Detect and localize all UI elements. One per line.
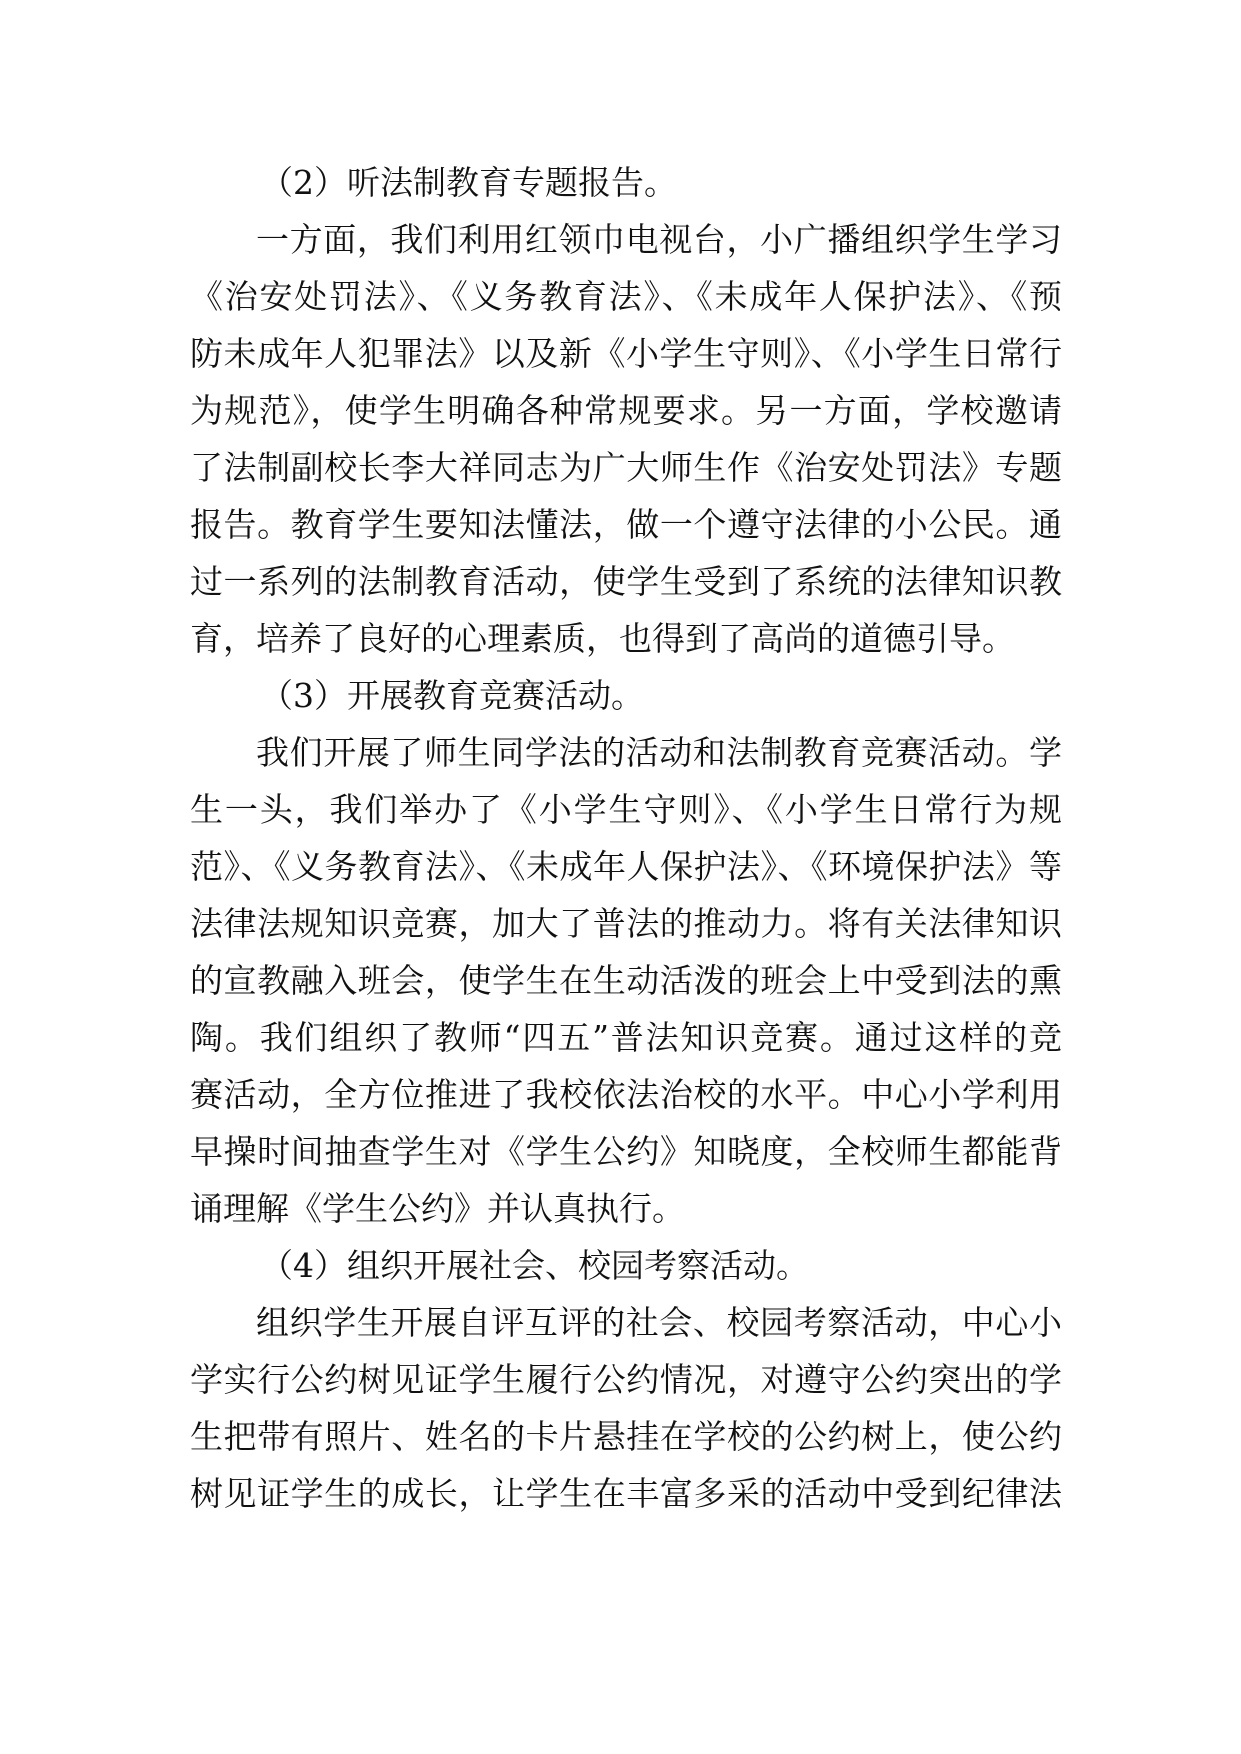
paragraph-line: 陶。我们组织了教师“四五”普法知识竞赛。通过这样的竞 xyxy=(190,1018,1062,1057)
document-body xyxy=(190,154,1062,1522)
section-heading-4: （4）组织开展社会、校园考察活动。 xyxy=(260,1246,809,1285)
paragraph-line: 为规范》，使学生明确各种常规要求。另一方面，学校邀请 xyxy=(190,391,1062,430)
paragraph-line: 的宣教融入班会，使学生在生动活泼的班会上中受到法的熏 xyxy=(190,961,1062,1000)
paragraph-line: 范》、《义务教育法》、《未成年人保护法》、《环境保护法》等 xyxy=(190,847,1062,886)
paragraph-line: 育，培养了良好的心理素质，也得到了高尚的道德引导。 xyxy=(190,619,1015,658)
paragraph-line: 法律法规知识竞赛，加大了普法的推动力。将有关法律知识 xyxy=(190,904,1062,943)
paragraph-line: 树见证学生的成长，让学生在丰富多采的活动中受到纪律法 xyxy=(190,1474,1062,1513)
paragraph-line: 过一系列的法制教育活动，使学生受到了系统的法律知识教 xyxy=(190,562,1062,601)
paragraph-line: 学实行公约树见证学生履行公约情况，对遵守公约突出的学 xyxy=(190,1360,1062,1399)
paragraph-line: 赛活动，全方位推进了我校依法治校的水平。中心小学利用 xyxy=(190,1075,1062,1114)
section-heading-2: （2）听法制教育专题报告。 xyxy=(260,163,677,202)
paragraph-line: 我们开展了师生同学法的活动和法制教育竞赛活动。学 xyxy=(256,733,1062,772)
paragraph-line: 了法制副校长李大祥同志为广大师生作《治安处罚法》专题 xyxy=(190,448,1062,487)
paragraph-line: 报告。教育学生要知法懂法，做一个遵守法律的小公民。通 xyxy=(190,505,1062,544)
paragraph-line: 生把带有照片、姓名的卡片悬挂在学校的公约树上，使公约 xyxy=(190,1417,1062,1456)
paragraph-line: 早操时间抽查学生对《学生公约》知晓度，全校师生都能背 xyxy=(190,1132,1062,1171)
paragraph-line: 组织学生开展自评互评的社会、校园考察活动，中心小 xyxy=(256,1303,1062,1342)
paragraph-line: 防未成年人犯罪法》以及新《小学生守则》、《小学生日常行 xyxy=(190,334,1062,373)
paragraph-line: 诵理解《学生公约》并认真执行。 xyxy=(190,1189,685,1228)
paragraph-line: 《治安处罚法》、《义务教育法》、《未成年人保护法》、《预 xyxy=(190,277,1062,316)
paragraph-line: 生一头，我们举办了《小学生守则》、《小学生日常行为规 xyxy=(190,790,1062,829)
paragraph-line: 一方面，我们利用红领巾电视台，小广播组织学生学习 xyxy=(256,220,1062,259)
section-heading-3: （3）开展教育竞赛活动。 xyxy=(260,676,644,715)
